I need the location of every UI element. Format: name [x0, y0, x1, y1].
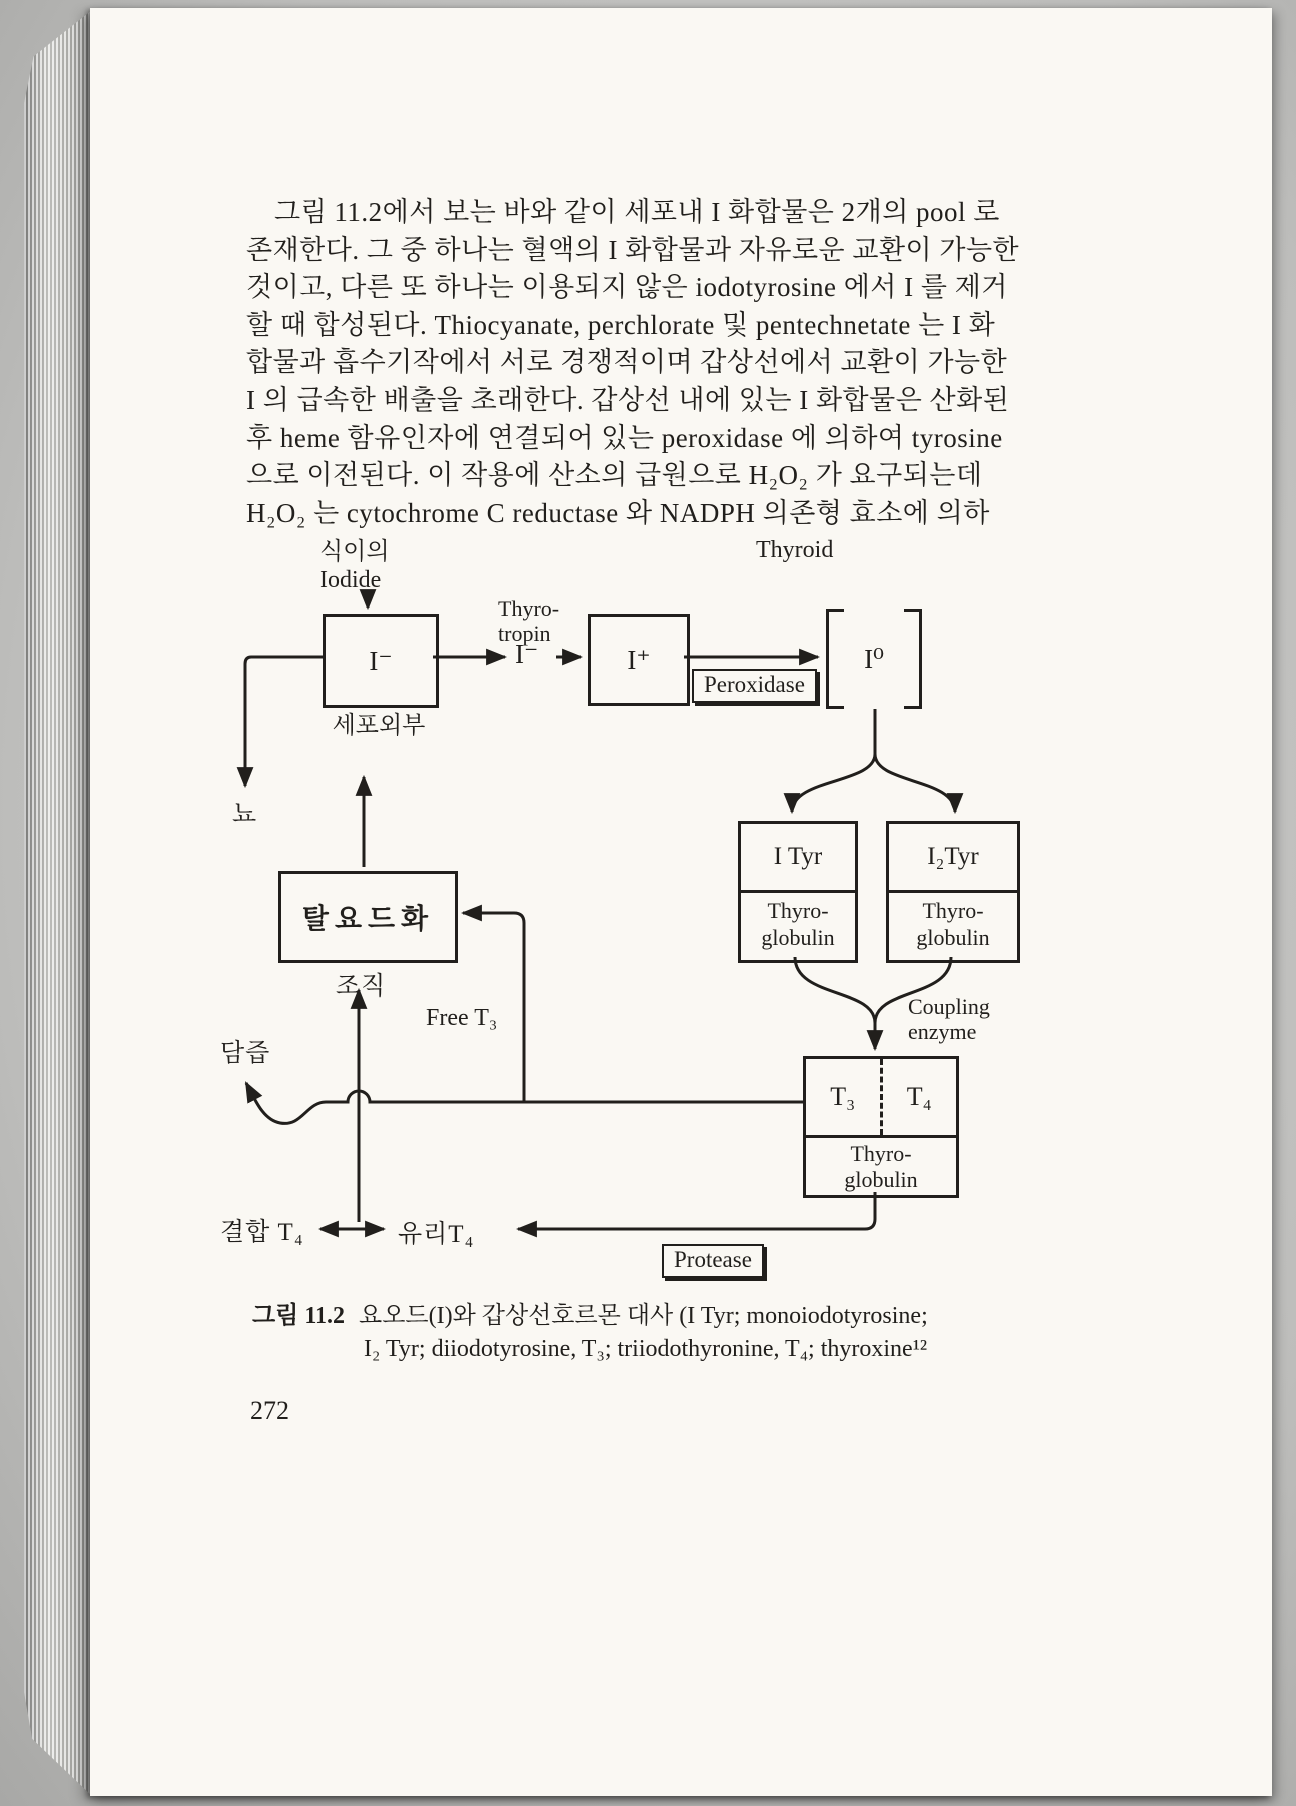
body-text-line: 존재한다. 그 중 하나는 혈액의 I 화합물과 자유로운 교환이 가능한: [246, 234, 1020, 265]
thyroid-label: Thyroid: [756, 537, 834, 564]
tissue-label: 조직: [336, 973, 387, 1001]
iodine-plus-box: I⁺: [588, 614, 690, 706]
diiodotyrosine-symbol: I₂Tyr: [927, 843, 979, 871]
dietary-iodide-label: 식이의 Iodide: [320, 539, 390, 594]
monoiodotyrosine-symbol: I Tyr: [773, 843, 823, 871]
caption-line: [252, 1300, 1272, 1333]
iodide-box: I⁻: [323, 614, 439, 708]
caption-figure-number: 그림 11.2: [252, 1303, 346, 1330]
left-bracket: [826, 609, 844, 709]
thyroglobulin-label: Thyro- globulin: [806, 1135, 956, 1195]
monoiodotyrosine-box: [738, 821, 858, 963]
free-t3-label: Free T₃: [426, 1005, 498, 1032]
bile-label: 담즙: [220, 1040, 271, 1068]
t4-label: T₄: [906, 1082, 932, 1112]
body-text-line: H₂O₂ 는 cytochrome C reductase 와 NADPH 의존형 효소에 의하: [246, 497, 990, 528]
book-page-edges: [24, 10, 92, 1796]
right-bracket: [904, 609, 922, 709]
iodine-zero-bracket: [826, 609, 922, 709]
free-t4-label: 유리T₄: [398, 1221, 475, 1249]
peroxidase-label: Peroxidase: [692, 669, 817, 703]
figure-diagram: [218, 536, 1270, 1292]
bound-t4-label: 결합 T₄: [220, 1219, 304, 1247]
deiodination-box: 탈요드화: [278, 871, 458, 963]
page-number: 272: [250, 1396, 289, 1426]
book-page: [90, 8, 1272, 1796]
thyrotropin-label: Thyro- tropin: [498, 596, 560, 647]
body-text: [246, 194, 1036, 532]
extracellular-label: 세포외부: [332, 713, 426, 740]
body-text-line: 것이고, 다른 또 하나는 이용되지 않은 iodotyrosine 에서 I 를 제거: [246, 272, 1008, 303]
protease-label: Protease: [662, 1244, 764, 1278]
figure-caption: [252, 1300, 1272, 1366]
urine-label: 뇨: [232, 801, 258, 829]
body-text-line: 후 heme 함유인자에 연결되어 있는 peroxidase 에 의하여 tyrosine: [246, 422, 1003, 453]
t3-t4-row: [806, 1059, 956, 1135]
caption-line: I₂ Tyr; diiodotyrosine, T₃; triiodothyronine, T₄; thyroxine¹²: [364, 1336, 928, 1363]
t3-t4-box: [803, 1056, 959, 1198]
body-text-line: 할 때 합성된다. Thiocyanate, perchlorate 및 pentechnetate 는 I 화: [246, 309, 996, 340]
thyroglobulin-label: Thyro- globulin: [889, 890, 1017, 960]
coupling-enzyme-label: Coupling enzyme: [908, 994, 990, 1045]
free-iodide-label: I⁻: [515, 639, 539, 670]
iodine-zero-label: I⁰: [864, 643, 884, 674]
diiodotyrosine-box: [886, 821, 1020, 963]
thyroglobulin-label: Thyro- globulin: [741, 890, 855, 960]
body-text-line: 합물과 흡수기작에서 서로 경쟁적이며 갑상선에서 교환이 가능한: [246, 347, 1008, 378]
t3-label: T₃: [806, 1059, 883, 1135]
body-text-line: 으로 이전된다. 이 작용에 산소의 급원으로 H₂O₂ 가 요구되는데: [246, 460, 983, 491]
body-text-line: 그림 11.2에서 보는 바와 같이 세포내 I 화합물은 2개의 pool 로: [274, 197, 1000, 227]
caption-text: 요오드(I)와 갑상선호르몬 대사 (I Tyr; monoiodotyrosine;: [359, 1303, 928, 1330]
body-text-line: I 의 급속한 배출을 초래한다. 갑상선 내에 있는 I 화합물은 산화된: [246, 384, 1010, 415]
